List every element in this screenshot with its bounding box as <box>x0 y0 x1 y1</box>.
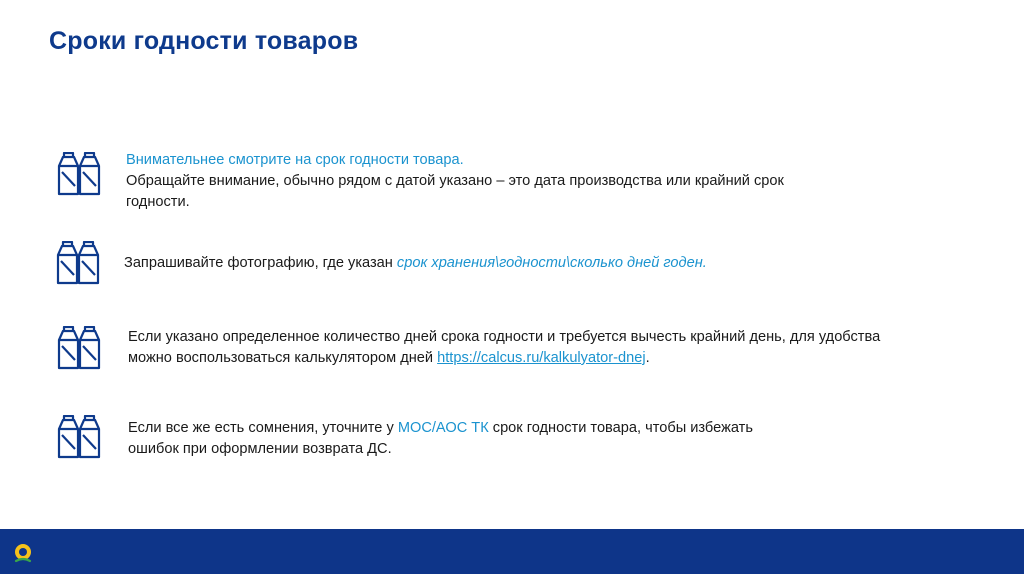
footer-bar <box>0 529 1024 574</box>
milk-carton-icon <box>55 241 101 285</box>
item-highlight: МОС/АОС ТК <box>397 420 489 436</box>
item-text <box>126 150 784 213</box>
item-text-plain: срок годности товара, чтобы избежать <box>488 420 753 436</box>
item-highlight: срок хранения\годности\сколько дней годен. <box>396 255 707 271</box>
item-text-plain: . <box>645 350 650 366</box>
item-line <box>124 253 707 274</box>
item-text-plain: Если все же есть сомнения, уточните у <box>128 420 398 436</box>
slide-title: Сроки годности товаров <box>49 27 359 55</box>
milk-carton-icon <box>56 152 102 196</box>
item-text <box>128 418 753 460</box>
item-line: ошибок при оформлении возврата ДС. <box>128 441 392 457</box>
item-text-plain: можно воспользоваться калькулятором дней <box>128 350 438 366</box>
calculator-link[interactable]: https://calcus.ru/kalkulyator-dnej <box>437 350 646 366</box>
item-line: Если указано определенное количество дней срока годности и требуется вычесть крайний день, для удобства <box>128 329 881 345</box>
milk-carton-icon <box>56 415 102 459</box>
item-text <box>128 327 880 369</box>
sunflower-logo-icon <box>12 542 34 564</box>
item-line: Внимательнее смотрите на срок годности товара. <box>126 152 464 168</box>
item-line <box>128 348 880 369</box>
item-line <box>128 418 753 439</box>
milk-carton-icon <box>56 326 102 370</box>
item-line: годности. <box>126 194 190 210</box>
item-text <box>124 253 707 274</box>
item-line: Обращайте внимание, обычно рядом с датой указано – это дата производства или крайний срок <box>126 173 784 189</box>
item-text-plain: Запрашивайте фотографию, где указан <box>124 255 397 271</box>
